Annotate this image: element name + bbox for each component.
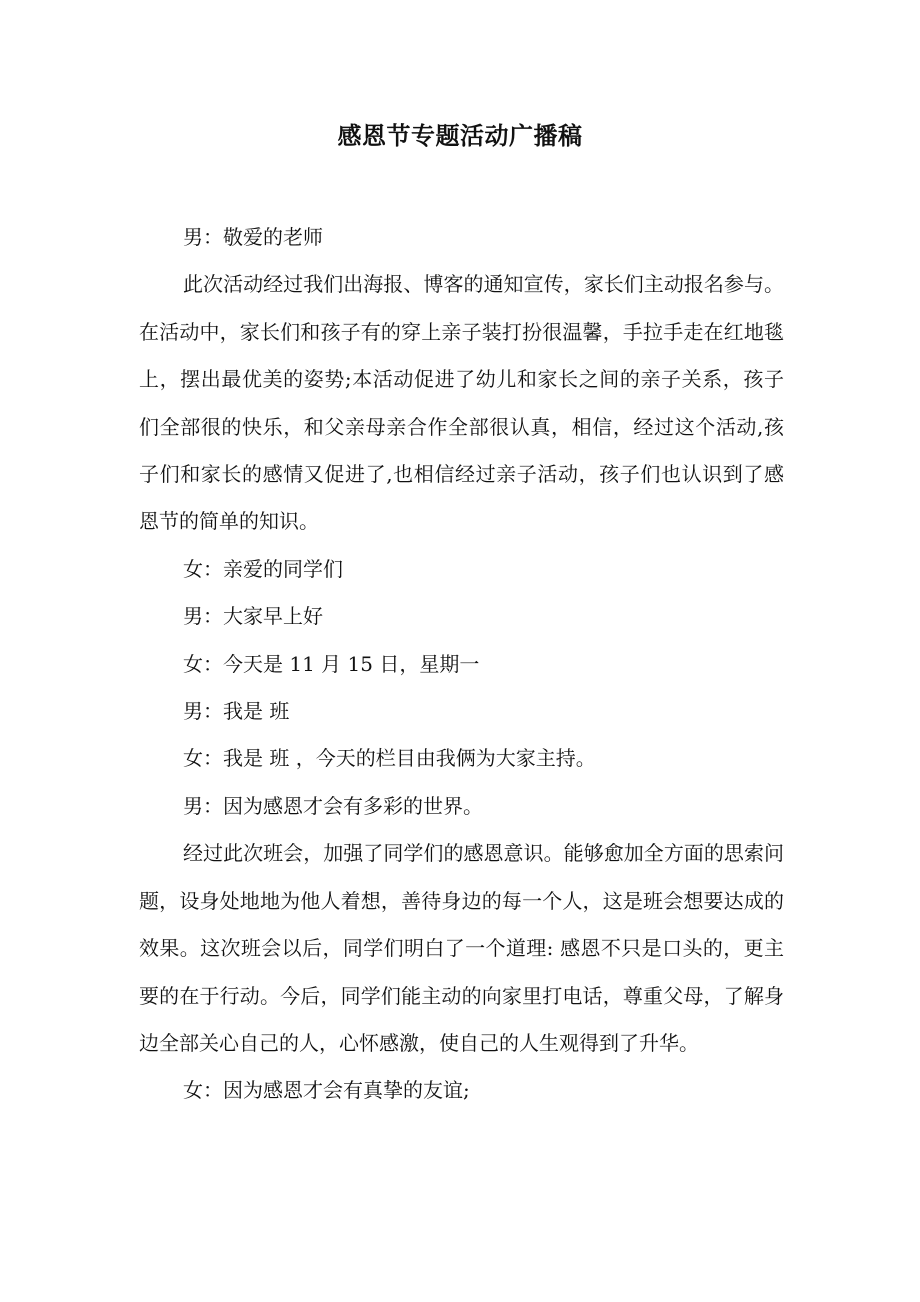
- paragraph-host-male: 男：我是 班: [183, 699, 290, 724]
- paragraph-colorful-world: 男：因为感恩才会有多彩的世界。: [183, 793, 483, 818]
- paragraph-greeting-teacher: 男：敬爱的老师: [183, 225, 323, 249]
- paragraph-good-morning: 男：大家早上好: [183, 604, 323, 629]
- paragraph-activity-summary: 此次活动经过我们出海报、博客的通知宣传，家长们主动报名参与。在活动中，家长们和孩子有的穿上亲子装打扮很温馨，手拉手走在红地毯上，摆出最优美的姿势;本活动促进了幼儿和家长之间的亲子关系，孩子们全部很的快乐，和父亲母亲合作全部很认真，相信，经过这个活动,孩子们和家长的感情又促进了,也相信经过亲子活动，孩子们也认识到了感恩节的简单的知识。: [139, 272, 784, 534]
- paragraph-sincere-friendship: 女：因为感恩才会有真挚的友谊;: [183, 1078, 470, 1103]
- paragraph-date: 女：今天是 11 月 15 日，星期一: [183, 651, 480, 676]
- paragraph-greeting-students: 女：亲爱的同学们: [183, 556, 343, 581]
- document-title: 感恩节专题活动广播稿: [337, 122, 583, 150]
- paragraph-class-meeting: 经过此次班会，加强了同学们的感恩意识。能够愈加全方面的思索问题，设身处地地为他人着想，善待身边的每一个人，这是班会想要达成的效果。这次班会以后，同学们明白了一个道理: 感恩不只是口头的，更主要的在于行动。今后，同学们能主动的向家里打电话，尊重父母，了解身边全部关心自己的人，心怀感激，使自己的人生观得到了升华。: [139, 841, 784, 1055]
- document-body: [139, 214, 784, 1115]
- paragraph-host-female: 女：我是 班 ，今天的栏目由我俩为大家主持。: [183, 746, 596, 771]
